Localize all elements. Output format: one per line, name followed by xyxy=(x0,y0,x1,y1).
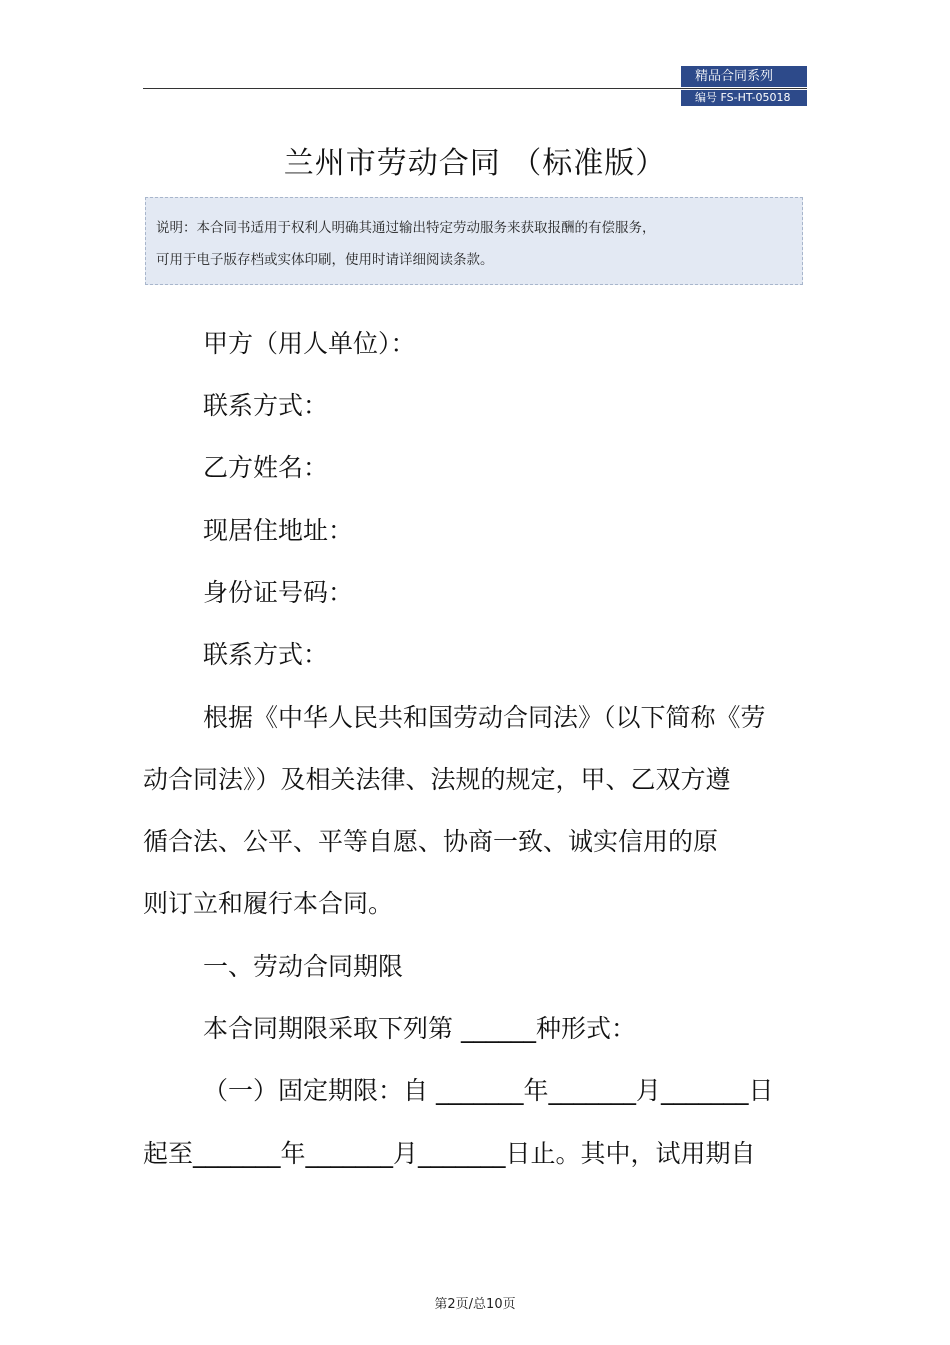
usage-note xyxy=(145,197,803,285)
usage-note-line-2: 可用于电子版存档或实体印刷，使用时请详细阅读条款。 xyxy=(156,252,494,268)
body-text-line: 起至_______年_______月_______日止。其中，试用期自 xyxy=(143,1139,756,1168)
body-text-line: 动合同法》）及相关法律、法规的规定，甲、乙双方遵 xyxy=(143,765,731,794)
body-text-line: 循合法、公平、平等自愿、协商一致、诚实信用的原 xyxy=(143,827,719,856)
document-title: 兰州市劳动合同 （标准版） xyxy=(283,146,667,181)
series-badge: 精品合同系列 xyxy=(681,66,807,87)
usage-note-line-1: 说明：本合同书适用于权利人明确其通过输出特定劳动服务来获取报酬的有偿服务， xyxy=(156,220,656,236)
body-text-line: （一）固定期限：自 _______年_______月_______日 xyxy=(203,1076,774,1105)
party-b-id-label: 身份证号码： xyxy=(203,578,354,607)
header-rule xyxy=(143,88,807,89)
body-text-line: 则订立和履行本合同。 xyxy=(143,889,394,918)
party-b-contact-label: 联系方式： xyxy=(203,640,329,669)
party-b-address-label: 现居住地址： xyxy=(203,516,354,545)
party-a-contact-label: 联系方式： xyxy=(203,391,329,420)
party-a-label: 甲方（用人单位）： xyxy=(203,329,416,358)
body-text-line: 根据《中华人民共和国劳动合同法》（以下简称《劳 xyxy=(203,703,766,732)
section-heading: 一、劳动合同期限 xyxy=(203,952,404,981)
party-b-name-label: 乙方姓名： xyxy=(203,453,329,482)
document-code-badge: 编号 FS-HT-05018 xyxy=(681,90,807,106)
page-indicator: 第2页/总10页 xyxy=(434,1297,516,1312)
body-text-line: 本合同期限采取下列第 ______种形式： xyxy=(203,1014,636,1043)
